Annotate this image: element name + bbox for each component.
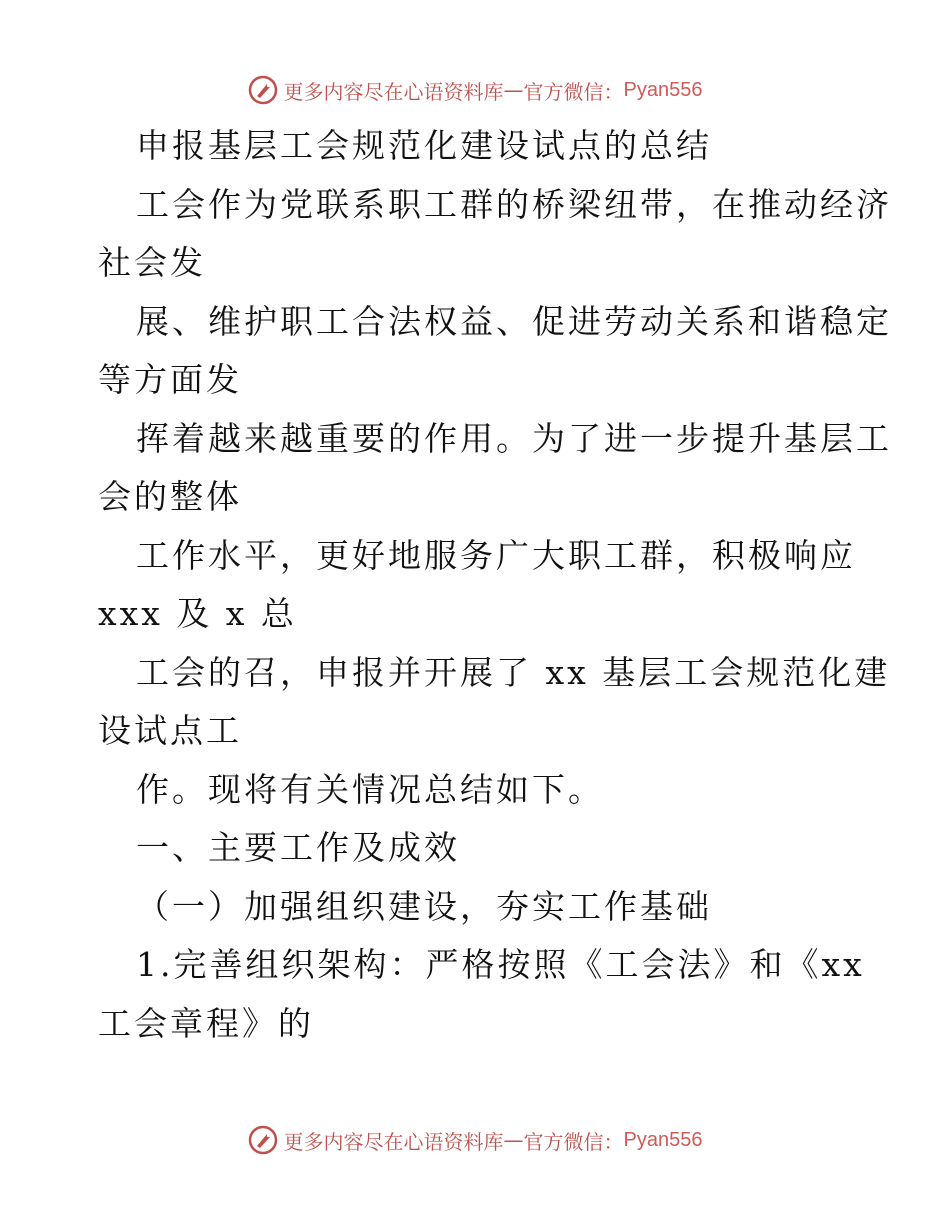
document-body (98, 117, 892, 1053)
text-line: 工会的召，申报并开展了 xx 基层工会规范化建 (136, 652, 891, 692)
text-line: 工会作为党联系职工群的桥梁纽带，在推动经济 (136, 184, 892, 224)
text-line: 工会章程》的 (98, 1003, 314, 1043)
text-line: 会的整体 (98, 477, 242, 516)
text-line: 作。现将有关情况总结如下。 (136, 769, 604, 809)
watermark-wechat-label: 官方微信： (523, 79, 624, 104)
subsection-heading: （一）加强组织建设，夯实工作基础 (136, 886, 712, 926)
watermark-separator: — (503, 1128, 524, 1152)
text-line: xxx 及 x 总 (98, 594, 297, 633)
text-line: 展、维护职工合法权益、促进劳动关系和谐稳定 (136, 301, 892, 341)
document-title: 申报基层工会规范化建设试点的总结 (136, 126, 712, 165)
watermark-account: Pyan556 (623, 78, 703, 101)
watermark-account: Pyan556 (623, 1128, 703, 1151)
text-line: 1.完善组织架构：严格按照《工会法》和《xx (136, 945, 865, 984)
watermark-separator: — (503, 78, 524, 102)
section-heading: 一、主要工作及成效 (136, 828, 460, 867)
pen-nib-logo-icon (248, 1125, 278, 1155)
text-line: 工作水平，更好地服务广大职工群，积极响应 (136, 535, 856, 575)
header-watermark (0, 70, 950, 110)
watermark-site-text: 更多内容尽在心语资料库 (283, 1129, 504, 1154)
text-line: 社会发 (98, 243, 206, 282)
text-line: 挥着越来越重要的作用。为了进一步提升基层工 (136, 418, 892, 458)
pen-nib-logo-icon (248, 75, 278, 105)
watermark-wechat-label: 官方微信： (523, 1129, 624, 1154)
watermark-site-text: 更多内容尽在心语资料库 (283, 79, 504, 104)
text-line: 等方面发 (98, 360, 242, 399)
footer-watermark (0, 1120, 950, 1160)
text-line: 设试点工 (98, 711, 242, 750)
